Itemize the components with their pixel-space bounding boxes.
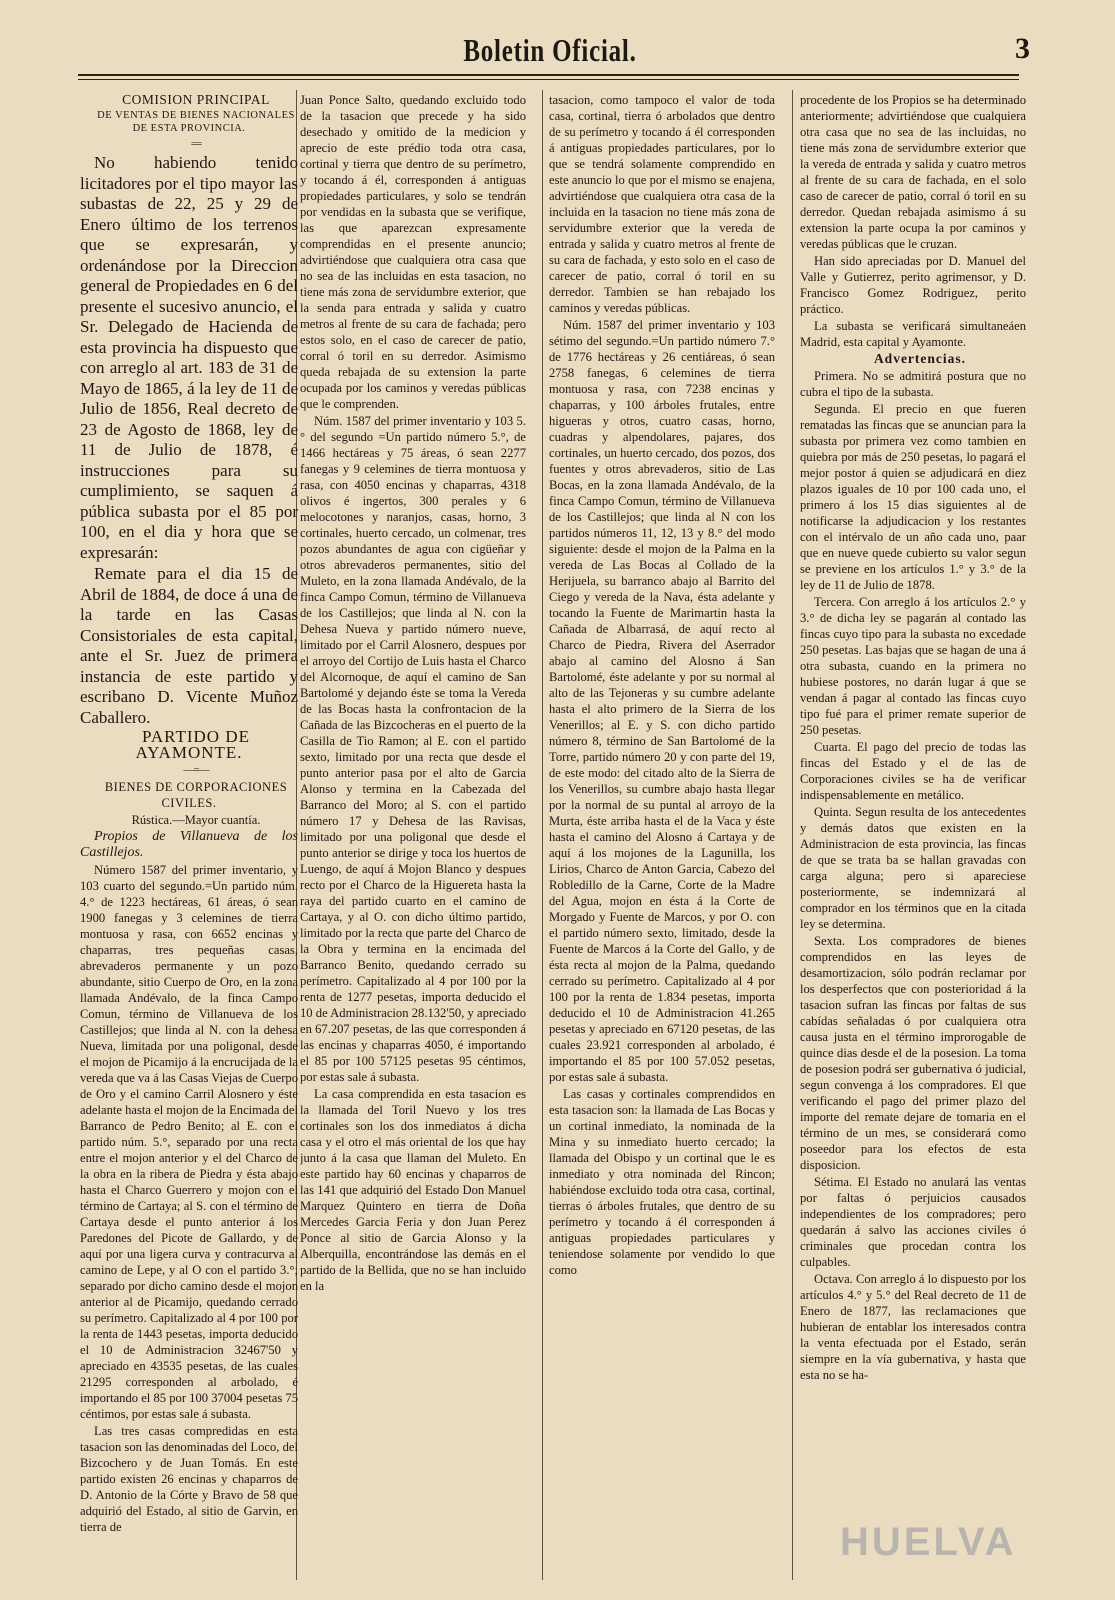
- advertencia-octava: Octava. Con arreglo á lo dispuesto por los artículos 4.° y 5.° del Real decreto de 11 de Enero de 1877, las reclamaciones que hubieran de entablar los interesados contra la venta efectuada por el Estado, serán siempre en la vía gubernativa, y hasta que esta no se ha-: [800, 1272, 1026, 1382]
- paragraph: Juan Ponce Salto, quedando excluido todo de la tasacion que precede y ha sido desechado y omitido de la medicion y aprecio de este prédio toda otra casa, cortinal y tierra que dentro de su perímetro, y tocando á él, corresponden á antiguas propiedades particulares, y solo se tendrán por vendidas en la subasta que se verifique, las que aparezcan expresamente comprendidas en el presente anuncio; advirtiéndose que cualquiera otra casa que no sea de las incluidas en esta tasacion, no tiene más zona de servidumbre exterior, que la senda para entrada y salida y cuatro metros al frente de su cara de fachada; pero estos solo, en el caso de carecer de patio, corral ó toril en su derredor. Asimismo queda rebajada de su extension la parte ocupada por los caminos y veredas públicas que le comprenden.: [300, 93, 526, 411]
- comision-title: COMISION PRINCIPAL: [122, 92, 270, 107]
- paragraph: Núm. 1587 del primer inventario y 103 sétimo del segundo.=Un partido número 7.° de 1776 hectáreas y 26 centiáreas, ó sean 2758 fanegas, 6 celemines de tierra montuosa y rasa, con 7238 encinas y chaparras, y 100 árboles frutales, entre higueras y otros, cuatro casas, horno, cuadras y alpendolares, pajares, dos cortinales, un huerto cercado, dos pozos, dos fuentes y otros abrevaderos, sitio de Las Bocas, en la zona llamada Andévalo, de la finca Campo Comun, término de Villanueva de los Castillejos; que linda al N con los partidos números 11, 12, 13 y 8.° del modo siguiente: desde el mojon de la Palma en la vereda de Las Bocas al Collado de la Herijuela, su barranco abajo al Barrito del Ciego y vereda de la Nava, ésta adelante y tocando la Fuente de Marimartin hasta la Cañada de Albarrasá, de aquí recto al Charco de Piedra, Rivera del Aserrador abajo al camino del Alosno á San Bartolomé, éste adelante y por su normal al alto de las Tejoneras y su cumbre adelante hasta el alto primero de la Sierra de los Venerillos; al E. y S. con dicho partido número 8, término de San Bartolomé de la Torre, partido número 20 y con parte del 19, de este modo: del citado alto de la Sierra de los Venerillos, su cumbre abajo hasta llegar por la normal de su puntal al arroyo de la Murta, éste arriba hasta el de la Vaca y éste hasta el camino del Alosno á Cartaya y de aquí á los mojones de la Lagunilla, los Lirios, Charco de Anton Garcia, Cabezo del Robledillo de la Carne, Corte de la Madre del Agua, mojon en ésta á la Corte de Morgado y Fuente de Marcos, y por O. con el partido número sexto, limitado, desde la Fuente de Marcos á la Corte del Gallo, y de ésta recta al mojon de la Palma, quedando cerrado su perímetro. Capitalizado al 4 por 100 por la renta de 1.834 pesetas, importa deducido el 10 de Administracion 41.265 pesetas y apreciado en 67120 pesetas, de las cuales 23.921 corresponden al arbolado, é importando el 85 por 100 57.052 pesetas, por estas sale á subasta.: [549, 318, 775, 1084]
- propios-heading: Propios de Villanueva de los Castillejos.: [80, 829, 298, 860]
- column-4: [800, 92, 1026, 1582]
- advertencia-sexta: Sexta. Los compradores de bienes comprendidos en las leyes de desamortizacion, sólo podrán reclamar por los desperfectos que con posterioridad á la tasacion sufran las fincas por faltas de sus cabídas señaladas ó por cualquiera otra causa justa en el término improrogable de quince dias desde el de la posesion. La toma de posesion podrá ser gubernativa ó judicial, segun convenga á los compradores. El que verificando el pago del primer plazo del importe del remate dejare de tomaria en el término de un mes, se considerará como poseedor para los efectos de esta disposicion.: [800, 934, 1026, 1172]
- column-1: [80, 92, 298, 1582]
- paragraph: La casa comprendida en esta tasacion es la llamada del Toril Nuevo y los tres cortinales son los dos inmediatos á dicha casa y el otro el más oriental de los que hay junto á la casa que llaman del Muleto. En este partido hay 60 encinas y chaparros de las 141 que adquirió del Estado Don Manuel Marquez Quintero en tierra de Doña Mercedes Garcia Feria y don Juan Perez Ponce al sitio de Garcia Alonso y la Alberquilla, encontrándose las demás en el partido de la Bellida, que no se han incluido en la: [300, 1087, 526, 1293]
- paragraph: Han sido apreciadas por D. Manuel del Valle y Gutierrez, perito agrimensor, y D. Francisco Gomez Rodriguez, perito práctico.: [800, 254, 1026, 316]
- column-divider: [792, 90, 793, 1580]
- page-number: 3: [1015, 32, 1030, 65]
- bienes-heading: BIENES DE CORPORACIONES CIVILES.: [104, 780, 288, 810]
- paragraph: Remate para el dia 15 de Abril de 1884, de doce á una de la tarde en las Casas Consistoriales de esta capital, ante el Sr. Juez de primera instancia de este partido y escribano D. Vicente Muñoz Caballero.: [80, 564, 298, 727]
- section-separator: ==: [190, 138, 202, 150]
- paragraph: No habiendo tenido licitadores por el tipo mayor las subastas de 22, 25 y 29 de Enero último de los terrenos que se expresarán, y ordenándose por la Direccion general de Propiedades en 6 del presente el sucesivo anuncio, el Sr. Delegado de Hacienda de esta provincia ha dispuesto que con arreglo al art. 183 de 31 de Mayo de 1865, á la ley de 11 de Julio de 1856, Real decreto de 23 de Agosto de 1868, ley de 11 de Julio de 1878, é instrucciones para su cumplimiento, se saquen á pública subasta por el 85 por 100, en el dia y hora que se expresarán:: [80, 153, 298, 562]
- comision-subtitle: DE VENTAS DE BIENES NACIONALES DE ESTA PROVINCIA.: [97, 110, 295, 134]
- newspaper-title: Boletin Oficial.: [463, 32, 637, 68]
- paragraph: Número 1587 del primer inventario, y 103 cuarto del segundo.=Un partido núm. 4.° de 1223 hectáreas, 61 áreas, ó sean 1900 fanegas y 3 celemines de tierra montuosa y rasa, con 6652 encinas y chaparras, tres pequeñas casas, abrevaderos permanente y un pozo abundante, sitio Cuerpo de Oro, en la zona llamada Andévalo, de la finca Campo Comun, término de Villanueva de los Castillejos; que linda al N. con la dehesa Nueva, limitada por una poligonal, desde el mojon de Picamijo á la encrucijada de la vereda que va á las Casas Viejas de Cuerpo de Oro y el camino Carril Alosnero y éste adelante hasta el mojon de la Encimada del Barranco de Pedro Benito; al E. con el partido núm. 5.°, separado por una recta entre el mojon anterior y el del Charco de la obra en la ribera de Piedra y ésta abajo hasta el Charco Guerrero y mojon con el término de Cartaya; al S. con el término de Cartaya desde el punto anterior á los Paredones del Picote de Gallardo, y de aquí por una ligera curva y contracurva al camino de Lepe, y al O con el partido 3.°; separado por dicho camino desde el mojon anterior al de Picamijo, quedando cerrado su perímetro. Capitalizado al 4 por 100 por la renta de 1443 pesetas, importa deducido el 10 de Administracion 32467'50 y apreciado en 43535 pesetas, de las cuales 21295 corresponden al arbolado, é importando el 85 por 100 37004 pesetas 75 céntimos, por estas sale á subasta.: [80, 863, 298, 1421]
- column-divider: [542, 90, 543, 1580]
- paragraph: Las tres casas compredidas en esta tasacion son las denominadas del Loco, del Bizcochero y de Juan Tomás. En este partido existen 26 encinas y chaparros de D. Antonio de la Córte y Bravo de 58 que adquirió del Estado, al sitio de Garvin, en tierra de: [80, 1424, 298, 1534]
- partido-heading: PARTIDO DE AYAMONTE.: [135, 727, 250, 762]
- paragraph: tasacion, como tampoco el valor de toda casa, cortinal, tierra ó arbolados que dentro de su perímetro y tocando á él corresponden á antiguas propiedades particulares, por lo que se tendrá solamente comprendido en este anuncio lo que por el mismo se enajena, advirtiéndose que cualquiera otra casa de la incluida en la tasacion no tiene más zona de servidumbre exterior que la vereda de entrada y salida y cuatro metros al frente de su cara de fachada, y esto solo en el caso de carecer de patio, corral ó toril en su derredor. Tambien se han rebajado los caminos y veredas públicas.: [549, 93, 775, 315]
- paragraph: procedente de los Propios se ha determinado anteriormente; advirtiéndose que cualquiera otra casa que no sea de las incluidas, no tiene más zona de servidumbre exterior que la vereda de entrada y salida y cuatro metros al frente de su cara de fachada, en el solo caso de carecer de patio, corral ó toril en su derredor. Quedan rebajada asimismo á su extension la parte ocupa la por caminos y veredas públicas que le cruzan.: [800, 93, 1026, 251]
- advertencias-heading: Advertencias.: [873, 351, 967, 366]
- archive-watermark: HUELVA: [840, 1520, 1017, 1564]
- advertencia-tercera: Tercera. Con arreglo á los artículos 2.° y 3.° de dicha ley se pagarán al contado las fincas cuyo tipo para la subasta no excedade 250 pesetas. Las bajas que se hagan de una á otra subasta, cuando en la primera no hubiese postores, no darán lugar á que se vendan á pagar al contado las fincas cuyo tipo fué para el primer remate superior de 250 pesetas.: [800, 595, 1026, 737]
- advertencia-cuarta: Cuarta. El pago del precio de todas las fincas del Estado y el de las de Corporaciones civiles se ha de verificar indispensablemente en metálico.: [800, 740, 1026, 802]
- rustica-heading: Rústica.—Mayor cuantía.: [131, 813, 261, 827]
- advertencia-primera: Primera. No se admitirá postura que no cubra el tipo de la subasta.: [800, 369, 1026, 399]
- paragraph: Las casas y cortinales comprendidos en esta tasacion son: la llamada de Las Bocas y un cortinal inmediato, la nominada de la Mina y su inmediato huerto cercado; la llamada del Obispo y un cortinal que le es inmediato y otra nominada del Rincon; habiéndose excluido toda otra casa, cortinal, tierras ó árboles frutales, que dentro de su perímetro y tocando á él corresponden á antiguas propiedades particulares y teniendose solamente por vendido lo que como: [549, 1087, 775, 1277]
- paragraph: Núm. 1587 del primer inventario y 103 5.° del segundo =Un partido número 5.°, de 1466 hectáreas y 75 áreas, ó sean 2277 fanegas y 9 celemines de tierra montuosa y rasa, con 4050 encinas y chaparras, 4318 olivos é ingertos, 300 perales y 6 melocotones y naranjos, casas, horno, 3 cortinales, huerto cercado, un colmenar, tres pozos abundantes de agua con cigüeñar y otros abrevaderos permanentes, sitio del Muleto, en la zona llamada Andévalo, de la finca Campo Comun, término de Villanueva de los Castillejos; que linda al N. con la Dehesa Nueva y partido número nueve, limitado por el Carril Alosnero, despues por el arroyo del Cortijo de Luis hasta el Charco del Alcornoque, de aquí el camino de San Bartolomé y dejando éste se toma la Vereda de las Bocas hasta la confrontacion de la Cañada de las Bizcocheras en el puerto de la Casilla de Tio Ramon; al E. con el partido sexto, limitado por una recta que desde el punto anterior pasa por el alto de Garcia Alonso y termina en la Cabezada del Barranco del Moro; al S. con el partido número 17 y Dehesa de las Ravisas, limitado por una poligonal que desde el punto anterior se dirige y toca los huertos de Luengo, de aquí á Mojon Blanco y despues recto por el Charco de la Higuereta hasta la raya del partido cuarto en el camino de Cartaya, y al O. con dicho último partido, limitado por la recta que parte del Charco de la Obra y termina en la encimada del Barranco Benito, quedando cerrado su perímetro. Capitalizado al 4 por 100 por la renta de 1277 pesetas, importa deducido el 10 de Administracion 28.132'50, y apreciado en 67.207 pesetas, de las que corresponden á las encinas y chaparras 4050, é importando el 85 por 100 57125 pesetas 95 céntimos, por estas sale á subasta.: [300, 414, 526, 1084]
- advertencia-quinta: Quinta. Segun resulta de los antecedentes y demás datos que existen en la Administracion de esta provincia, las fincas de que se trata ba se hallan gravadas con carga alguna; pero si apareciese posteriormente, se indemnizará al comprador en los términos que en la citada ley se determina.: [800, 805, 1026, 931]
- advertencia-setima: Sétima. El Estado no anulará las ventas por faltas ó perjuicios causados independientes de los compradores; pero quedarán á salvo las acciones civiles ó criminales que procedan contra los culpables.: [800, 1175, 1026, 1269]
- section-separator: —=—: [183, 764, 209, 776]
- column-3: [549, 92, 775, 1582]
- paragraph: La subasta se verificará simultaneáen Madrid, esta capital y Ayamonte.: [800, 319, 1026, 349]
- advertencia-segunda: Segunda. El precio en que fueren rematadas las fincas que se anuncian para la subasta por primera vez como tambien en quiebra por más de 250 pesetas, lo pagará el mejor postor á quien se adjudicará en diez plazos iguales de 10 por 100 cada uno, el primero á los 15 dias siguientes al de notificarse la adjudicacion y los restantes con el intérvalo de un año cada uno, paar que en nueve quede cubierto su valor segun se previene en los artículos 1.° y 3.° de la ley de 11 de Julio de 1878.: [800, 402, 1026, 592]
- header-rule: [78, 74, 1019, 80]
- column-2: [300, 92, 526, 1582]
- masthead: [70, 28, 1030, 78]
